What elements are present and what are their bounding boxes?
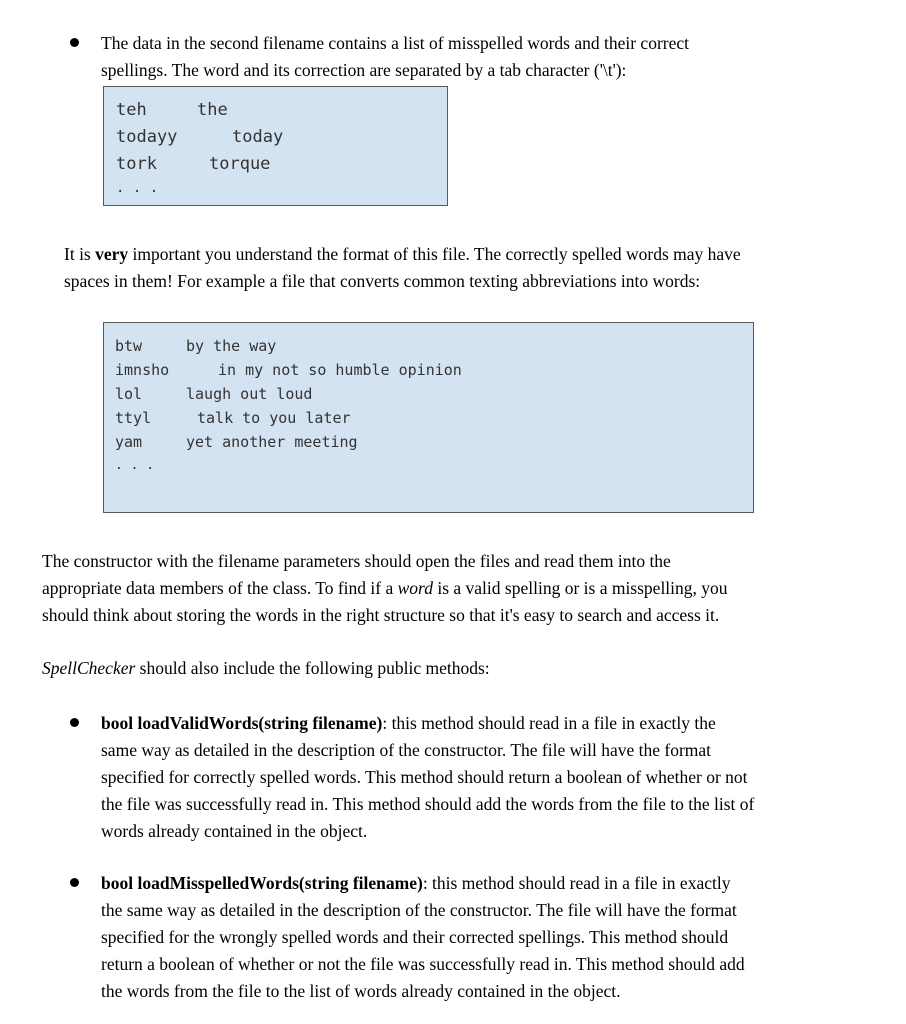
text-span: : this method should read in a file in exactly (422, 873, 731, 893)
code-correction: today (232, 127, 284, 147)
bullet-dot (70, 38, 79, 47)
code-word: lol (115, 385, 143, 403)
text-span: important you understand the format of this file. The correctly spelled words may have (128, 244, 741, 264)
bullet-dot (70, 878, 79, 887)
text-line: the file was successfully read in. This method should add the words from the file to the list of (101, 794, 755, 814)
paragraph-constructor (42, 548, 860, 629)
text-line: The constructor with the filename parameters should open the files and read them into the (42, 551, 671, 571)
code-word: ttyl (115, 409, 152, 427)
text-line: the same way as detailed in the description of the constructor. The file will have the format (101, 900, 737, 920)
bullet-misspelled-file-description (101, 30, 861, 84)
italic-class-name: SpellChecker (42, 658, 136, 678)
code-word: tork (116, 154, 157, 174)
code-word: todayy (116, 127, 178, 147)
text-line (64, 241, 864, 268)
code-correction: the (197, 100, 228, 120)
code-word: btw (115, 337, 143, 355)
text-line: The data in the second filename contains a list of misspelled words and their correct (101, 33, 690, 53)
code-correction: in my not so humble opinion (218, 361, 462, 379)
code-ellipsis: . . . (116, 180, 159, 196)
text-line: should think about storing the words in the right structure so that it's easy to search and access it. (42, 605, 720, 625)
text-span: is a valid spelling or is a misspelling, you (432, 578, 728, 598)
text-span: should also include the following public methods: (135, 658, 490, 678)
method-signature: bool loadMisspelledWords(string filename) (101, 873, 423, 893)
code-word: yam (115, 433, 143, 451)
text-line: specified for the wrongly spelled words and their corrected spellings. This method should (101, 927, 729, 947)
method-signature: bool loadValidWords(string filename) (101, 713, 383, 733)
code-correction: yet another meeting (186, 433, 358, 451)
code-correction: by the way (186, 337, 277, 355)
code-example-misspellings (103, 86, 448, 206)
text-line: words already contained in the object. (101, 821, 368, 841)
code-correction: torque (209, 154, 271, 174)
code-example-abbreviations (103, 322, 754, 513)
text-line: return a boolean of whether or not the file was successfully read in. This method should add (101, 954, 745, 974)
text-line: spaces in them! For example a file that converts common texting abbreviations into words: (64, 271, 701, 291)
bullet-dot (70, 718, 79, 727)
code-ellipsis: . . . (115, 458, 155, 473)
bold-text: very (95, 244, 129, 264)
text-span: It is (64, 244, 96, 264)
text-line: spellings. The word and its correction are separated by a tab character ('\t'): (101, 60, 627, 80)
text-line: the words from the file to the list of words already contained in the object. (101, 981, 621, 1001)
paragraph-public-methods (42, 655, 860, 682)
italic-text: word (397, 578, 433, 598)
method-load-valid-words (101, 710, 861, 845)
code-word: imnsho (115, 361, 170, 379)
text-line (101, 870, 861, 897)
code-correction: talk to you later (197, 409, 351, 427)
text-line: specified for correctly spelled words. This method should return a boolean of whether or not (101, 767, 748, 787)
code-word: teh (116, 100, 147, 120)
code-correction: laugh out loud (186, 385, 313, 403)
text-line: same way as detailed in the description of the constructor. The file will have the format (101, 740, 712, 760)
text-span: : this method should read in a file in exactly the (382, 713, 716, 733)
method-load-misspelled-words (101, 870, 861, 1005)
paragraph-format-importance (64, 241, 864, 295)
text-span: appropriate data members of the class. To find if a (42, 578, 398, 598)
text-line (42, 575, 860, 602)
text-line (101, 710, 861, 737)
